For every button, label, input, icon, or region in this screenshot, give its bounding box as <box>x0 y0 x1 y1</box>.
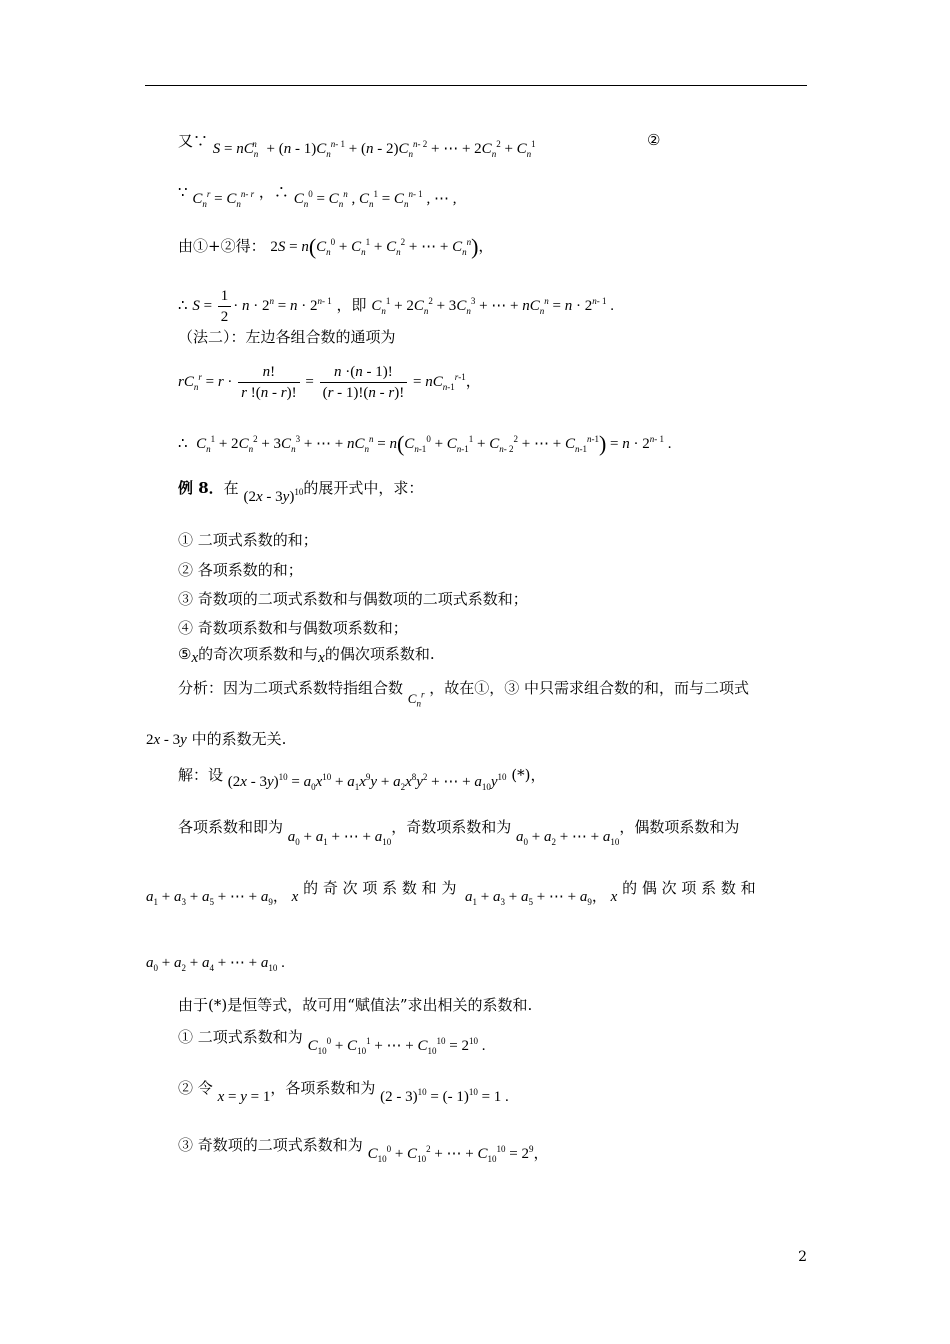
math-expression: S = $\frac{1}{2}$ · $n \cdot 2^n = n \cdot 2^{n- 1}$ <box>192 288 332 325</box>
text: ，奇数项系数和为 <box>391 818 512 836</box>
text: 的 奇 次 项 系 数 和 为 <box>303 879 457 897</box>
math-expression: $(2x - 3y)^{10} = a_0x^{10} + a_1x^9y + a_2x^8y^2$ + ⋯ + $a_{10}y^{10}$ <box>227 772 507 792</box>
math-expression: $C_n^1 + 2C_n^2 + 3C_n^3$ + ⋯ + $nC_n^n = n \cdot 2^{n- 1}$ . <box>371 295 614 316</box>
even-sum-line <box>146 952 285 973</box>
conclusion-line <box>178 433 672 454</box>
text: ，即 <box>336 295 367 314</box>
text: (*)， <box>511 766 546 784</box>
answer-2 <box>178 1078 509 1105</box>
text: ∵ <box>178 183 188 201</box>
question-3: ③ 奇数项的二项式系数和与偶数项的二项式系数和； <box>178 590 528 608</box>
answer-1 <box>178 1027 486 1056</box>
math-expression: $C_{10}^0 + C_{10}^2$ + ⋯ + $C_{10}^{10} = 2^9$， <box>367 1144 549 1164</box>
math-expression: x = y = 1 <box>217 1089 271 1105</box>
method-two-heading: （法二）：左边各组合数的通项为 <box>178 328 396 346</box>
equation-2-line <box>178 131 536 159</box>
math-expression: $C_n^r$ <box>407 689 425 709</box>
math-expression: $C_n^1 + 2C_n^2 + 3C_n^3$ + ⋯ + $nC_n^n = n(C_{n-1}^0 + C_{n-1}^1 + C_{n- 2}^2$ + ⋯ + $C_{n-1}^{n-1}) = n \cdot 2^{n- 1}$ . <box>196 431 672 456</box>
text: 由①+②得： <box>178 237 266 255</box>
math-expression: $a_0 + a_2$ + ⋯ + $a_{10}$ <box>515 829 620 847</box>
math-expression: $a_0 + a_2 + a_4$ + ⋯ + $a_{10}$ . <box>146 955 285 973</box>
text: ∴ <box>178 295 188 314</box>
math-expression: $a_1 + a_3 + a_5$ + ⋯ + $a_9$， x <box>146 889 299 907</box>
question-5 <box>178 644 435 665</box>
text: 解：设 <box>178 766 224 784</box>
result-line <box>178 286 614 327</box>
text: ，偶数项系数和为 <box>619 818 740 836</box>
coefficient-sums-line <box>178 817 740 847</box>
question-4: ④ 奇数项系数和与偶数项系数和； <box>178 619 408 637</box>
example-label: 例 8． <box>178 479 224 497</box>
text: ，∴ <box>258 183 289 201</box>
math-expression: $rC_n^r = r$ · $\frac{n!}{r !(n - r)!}$ = $\frac{n \cdot(n - 1)!}{(r - 1)!(n - r)!}$ = $nC_{n-1}^{r-1}$， <box>178 364 481 401</box>
text: 各项系数和即为 <box>178 818 284 836</box>
identity-note: 由于(*)是恒等式，故可用“赋值法”求出相关的系数和. <box>178 996 533 1014</box>
equation-marker: ② <box>647 131 661 149</box>
question-1: ① 二项式系数的和； <box>178 531 318 549</box>
general-term-line <box>178 362 481 403</box>
text: 中的系数无关. <box>191 730 287 748</box>
text: 的偶次项系数和. <box>324 645 435 663</box>
text: 又∵ <box>178 132 209 150</box>
math-expression: $C_n^r = C_n^{n- r}$ <box>192 189 255 209</box>
example-8-line <box>178 478 424 505</box>
math-expression: $a_1 + a_3 + a_5$ + ⋯ + $a_9$， x <box>465 889 618 907</box>
sum-line <box>178 236 493 257</box>
math-expression: $a_0 + a_1$ + ⋯ + $a_{10}$ <box>287 829 392 847</box>
math-x: x <box>191 650 199 666</box>
analysis-line-2 <box>146 729 286 750</box>
page-number: 2 <box>798 1249 807 1265</box>
math-expression: (2 - 3)$^{10}$ = (- 1)$^{10}$ = 1 . <box>380 1087 509 1105</box>
math-expression: 2x - 3y <box>146 732 187 748</box>
solution-line <box>178 765 546 792</box>
math-x: x <box>318 650 325 666</box>
question-2: ② 各项系数的和； <box>178 561 303 579</box>
text: ③ 奇数项的二项式系数和为 <box>178 1136 363 1154</box>
answer-3 <box>178 1135 549 1164</box>
text: ，故在①，③ 中只需求组合数的和，而与二项式 <box>429 679 750 697</box>
header-rule <box>145 85 807 86</box>
text: ① 二项式系数和为 <box>178 1028 303 1046</box>
math-expression: (2x - 3y)$^{10}$ <box>243 487 304 505</box>
text: 的展开式中，求： <box>303 479 424 497</box>
text: 分析：因为二项式系数特指组合数 <box>178 679 404 697</box>
text: 在 <box>223 479 239 497</box>
text: ∴ <box>178 434 188 452</box>
text: ，各项系数和为 <box>270 1079 376 1097</box>
analysis-line <box>178 678 750 709</box>
text: ⑤ <box>178 645 192 663</box>
math-expression: $S = nC_n^n + (n - 1)C_n^{n- 1} + (n - 2)C_n^{n- 2}$ + ⋯ + $2C_n^2 + C_n^1$ <box>212 139 536 159</box>
symmetry-line <box>178 182 457 209</box>
odd-even-line <box>146 878 756 907</box>
text: ② 令 <box>178 1079 213 1097</box>
math-expression: $C_{10}^0 + C_{10}^1$ + ⋯ + $C_{10}^{10} = 2^{10}$ . <box>307 1036 486 1056</box>
text: 的奇次项系数和与 <box>198 645 319 663</box>
text: 的 偶 次 项 系 数 和 <box>622 879 756 897</box>
math-expression: $C_n^0 = C_n^n$ , $C_n^1 = C_n^{n- 1}$ , ⋯ , <box>293 189 457 209</box>
math-expression: $2S = n(C_n^0 + C_n^1 + C_n^2$ + ⋯ + $C_n^n$)， <box>270 234 494 259</box>
